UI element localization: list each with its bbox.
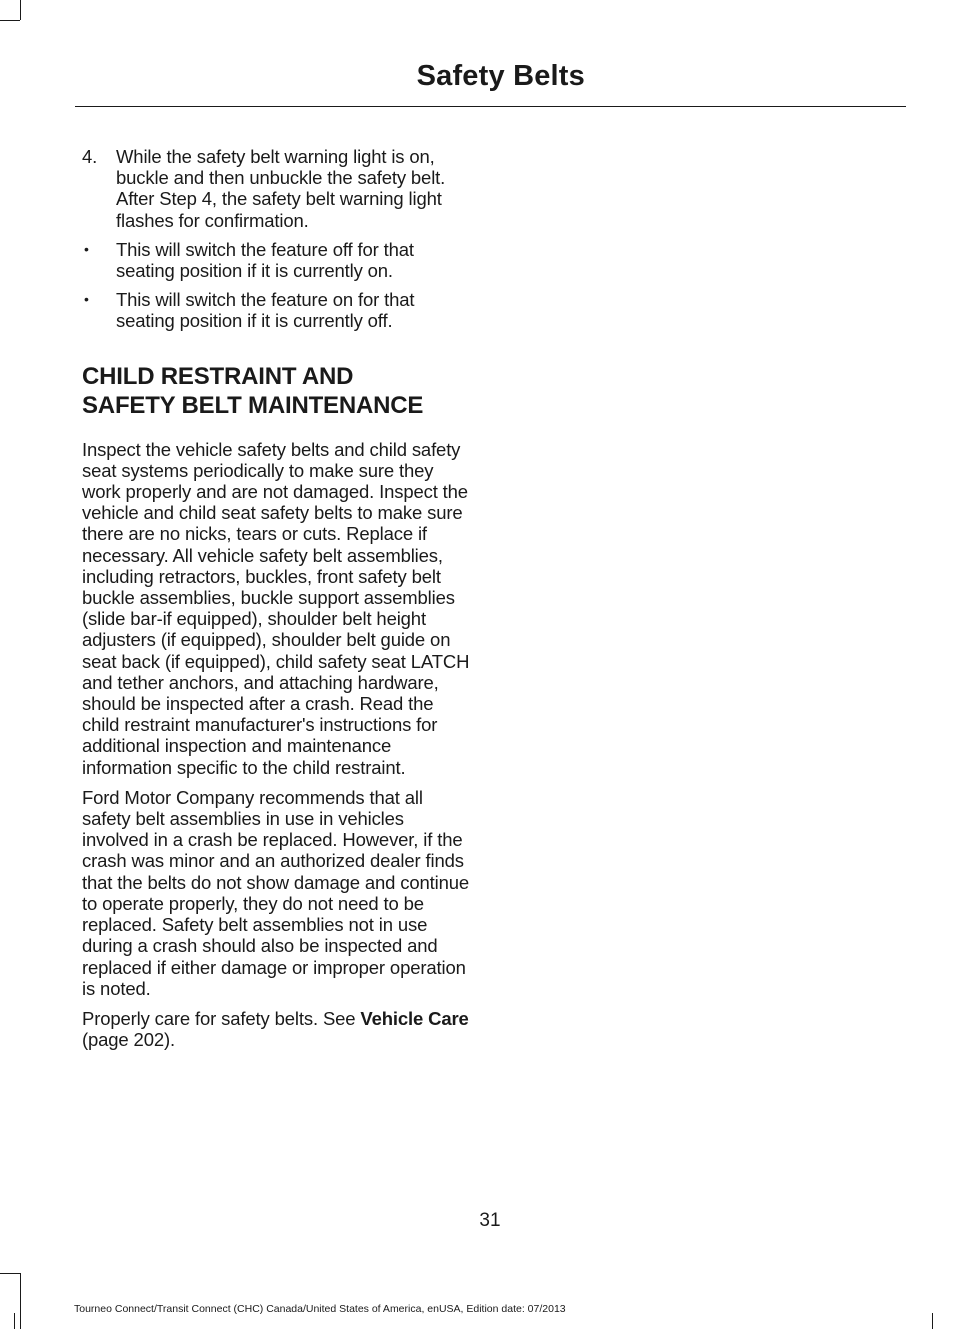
section-heading bbox=[82, 362, 474, 420]
page-number: 31 bbox=[479, 1210, 501, 1231]
bullet-icon: • bbox=[84, 240, 89, 257]
body-paragraph: Ford Motor Company recommends that all safety belt assemblies in use in vehicles involved in a crash be replaced. However, if the crash was minor and an authorized dealer finds that the belts do not show damage and continue to operate properly, they do not need to be replaced. Safety belt assemblies not in use during a crash should also be inspected and replaced if either damage or improper operation is noted. bbox=[82, 786, 470, 999]
list-item-text: While the safety belt warning light is on, buckle and then unbuckle the safety belt. After Step 4, the safety belt warning light flashes for confirmation. bbox=[116, 146, 446, 231]
list-item bbox=[82, 239, 474, 281]
crop-mark-bottom-left-vertical bbox=[20, 1273, 21, 1329]
body-paragraph: Inspect the vehicle safety belts and child safety seat systems periodically to make sure they work properly and are not damaged. Inspect the vehicle and child seat safety belts to make sure there are no nicks, tears or cuts. Replace if necessary. All vehicle safety belt assemblies, including retractors, buckles, front safety belt buckle assemblies, buckle support assemblies (slide bar-if equipped), shoulder belt height adjusters (if equipped), shoulder belt guide on seat back (if equipped), child safety seat LATCH and tether anchors, and attaching hardware, should be inspected after a crash. Read the child restraint manufacturer's instructions for additional inspection and maintenance information specific to the child restraint. bbox=[82, 438, 470, 778]
paragraph-text: Properly care for safety belts. See bbox=[82, 1007, 361, 1029]
body-paragraph bbox=[82, 1008, 474, 1050]
section-heading-line: CHILD RESTRAINT AND bbox=[82, 362, 354, 390]
crop-mark-top-left-vertical bbox=[20, 0, 21, 20]
crop-mark-top-left-horizontal bbox=[0, 20, 20, 21]
vehicle-care-link[interactable]: Vehicle Care bbox=[360, 1007, 469, 1029]
list-item-text: This will switch the feature off for that seating position if it is currently on. bbox=[116, 238, 414, 282]
page-title: Safety Belts bbox=[416, 60, 585, 92]
content-column bbox=[82, 146, 474, 1059]
paragraph-text: (page 202). bbox=[82, 1029, 175, 1051]
crop-mark-bottom-mid bbox=[14, 1313, 15, 1329]
section-heading-line: SAFETY BELT MAINTENANCE bbox=[82, 391, 424, 419]
crop-mark-bottom-left-horizontal bbox=[0, 1273, 20, 1274]
bullet-icon: • bbox=[84, 291, 89, 308]
list-item bbox=[82, 146, 474, 231]
list-item-text: This will switch the feature on for that seating position if it is currently off. bbox=[116, 289, 415, 332]
footer-text: Tourneo Connect/Transit Connect (CHC) Canada/United States of America, enUSA, Edition date: 07/2013 bbox=[74, 1303, 566, 1315]
title-divider bbox=[75, 106, 906, 107]
crop-mark-bottom-right-a bbox=[932, 1313, 933, 1329]
list-number: 4. bbox=[82, 146, 98, 167]
list-item bbox=[82, 289, 474, 331]
